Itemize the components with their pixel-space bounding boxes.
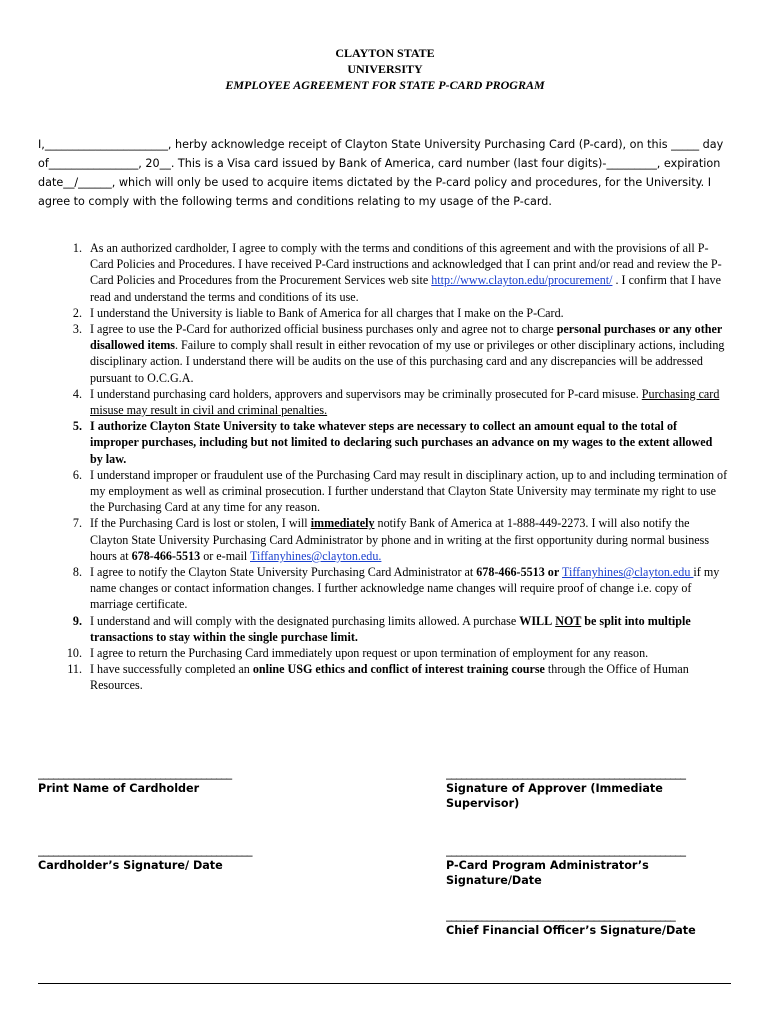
cardholder-signature-line[interactable]: __________________________________________ (38, 844, 252, 857)
term-text-part: if my name changes or contact information changes. I further acknowledge name changes will require proof of change i.e. copy of marriage certificate. (90, 565, 720, 612)
term-bold-text: online USG ethics and conflict of interest training course (252, 662, 545, 677)
term-text (90, 240, 728, 305)
approver-signature-label: Signature of Approver (Immediate Supervisor) (446, 782, 663, 810)
term-8 (38, 564, 728, 613)
term-5 (38, 418, 728, 467)
term-underlined-text: Purchasing card misuse may result in civil and criminal penalties. (90, 386, 720, 418)
term-number: 7. (72, 516, 82, 531)
term-text (90, 386, 728, 418)
term-4 (38, 386, 728, 418)
term-bold-underlined-text: immediately (310, 516, 375, 531)
terms-list (38, 240, 728, 694)
term-text-part: I have successfully completed an (90, 662, 253, 677)
term-number: 2. (72, 305, 82, 320)
term-number: 8. (72, 565, 82, 580)
term-text-part: through the Office of Human Resources. (90, 662, 689, 693)
term-text (90, 418, 728, 467)
term-bold-text: WILL (519, 613, 553, 628)
term-text: I understand the University is liable to Bank of America for all charges that I make on the P-Card. (90, 305, 564, 320)
term-9 (38, 613, 728, 645)
term-text (90, 564, 728, 613)
intro-paragraph: I,______________________, herby acknowledge receipt of Clayton State University Purchasing Card (P-card), on this _____ day of________________, 20__. This is a Visa card issued by Bank of America, card number (last four digits)-_________, expiration date__/______, which will only be used to acquire items dictated by the P-card policy and procedures, for the University. I agree to comply with the following terms and conditions relating to my usage of the P-card. (38, 138, 724, 208)
term-text-part: . Failure to comply shall result in either revocation of my use or privileges or other disciplinary actions, including disciplinary action. I understand there will be audits on the use of this purchasing card and any discrepancies will be addressed pursuant to O.C.G.A. (90, 338, 725, 385)
term-number: 3. (72, 322, 82, 337)
term-text-part: If the Purchasing Card is lost or stolen, I will (90, 516, 311, 531)
footer-divider (38, 983, 731, 984)
term-10 (38, 645, 728, 661)
print-name-line[interactable]: ______________________________________ (38, 767, 232, 780)
term-text: I agree to return the Purchasing Card immediately upon request or upon termination of employment for any reason. (90, 646, 649, 661)
term-number: 5. (72, 419, 82, 434)
university-name-line1: CLAYTON STATE (335, 46, 435, 60)
email-link[interactable]: Tiffanyhines@clayton.edu. (250, 548, 382, 563)
term-text (90, 321, 728, 386)
term-number: 11. (67, 662, 82, 677)
term-text (90, 613, 728, 645)
term-7 (38, 515, 728, 564)
term-number: 1. (72, 241, 82, 255)
cardholder-signature-label: Cardholder’s Signature/ Date (38, 859, 223, 872)
term-text-part: I understand purchasing card holders, approvers and supervisors may be criminally prosecuted for P-card misuse. (90, 386, 642, 401)
email-link[interactable]: Tiffanyhines@clayton.edu (562, 565, 694, 580)
term-bold-underlined-text: NOT (555, 613, 582, 628)
print-name-label: Print Name of Cardholder (38, 782, 200, 795)
term-3 (38, 321, 728, 386)
approver-signature-line[interactable]: _______________________________________________ (446, 767, 686, 780)
university-name-line2: UNIVERSITY (347, 62, 423, 76)
term-11 (38, 661, 728, 693)
cfo-signature-line[interactable]: _____________________________________________ (446, 909, 676, 922)
term-2 (38, 305, 728, 321)
cfo-signature-block (446, 908, 736, 938)
term-text (90, 661, 728, 693)
admin-signature-label: P-Card Program Administrator’s Signature/Date (446, 859, 649, 887)
cardholder-signature-block (38, 843, 268, 873)
term-text-part: As an authorized cardholder, I agree to comply with the terms and conditions of this agreement and with the provisions of all P-Card Policies and Procedures. I have received P-Card instructions and acknowledged that I can print and/or read and review the P-Card Policies and Procedures from the Procurement Services web site (90, 241, 722, 288)
term-number: 10. (66, 646, 82, 661)
term-bold-text: I authorize Clayton State University to take whatever steps are necessary to collect an amount equal to the total of improper purchases, including but not limited to declaring such purchases an advance on my wages to the extent allowed by law. (90, 419, 713, 466)
approver-signature-block (446, 766, 736, 811)
admin-signature-line[interactable]: _______________________________________________ (446, 844, 686, 857)
term-bold-text: be split into multiple transactions to stay within the single purchase limit. (90, 613, 691, 644)
term-number: 4. (72, 386, 82, 401)
term-text-part: I understand and will comply with the designated purchasing limits allowed. A purchase (90, 613, 520, 628)
print-name-block (38, 766, 238, 796)
procurement-link[interactable]: http://www.clayton.edu/procurement/ (431, 273, 613, 288)
term-text (90, 515, 728, 564)
phone-number: 678-466-5513 or (476, 565, 560, 580)
term-text: I understand improper or fraudulent use of the Purchasing Card may result in disciplinary action, up to and including termination of my employment as well as criminal prosecution. I further understand that Clayton State University may terminate my right to use the Purchasing Card at any time for any reason. (90, 467, 728, 515)
cfo-signature-label: Chief Financial Officer’s Signature/Date (446, 924, 696, 937)
term-text-part: . I confirm that I have read and understand the terms and conditions of its use. (90, 273, 721, 304)
term-text-part: I agree to notify the Clayton State University Purchasing Card Administrator at (90, 565, 477, 580)
term-text-part: I agree to use the P-Card for authorized official business purchases only and agree not to charge (90, 322, 557, 337)
admin-signature-block (446, 843, 736, 888)
phone-number: 678-466-5513 (131, 548, 201, 563)
term-number: 9. (72, 613, 82, 628)
term-number: 6. (72, 467, 82, 482)
term-text-part: or e-mail (200, 548, 251, 563)
term-6 (38, 467, 728, 516)
document-header (0, 45, 770, 93)
document-title: EMPLOYEE AGREEMENT FOR STATE P-CARD PROGRAM (225, 78, 545, 92)
term-1 (38, 240, 728, 305)
term-bold-text: personal purchases or any other disallowed items (90, 322, 722, 353)
term-text-part: notify Bank of America at 1-888-449-2273. I will also notify the Clayton State University Purchasing Card Administrator by phone and in writing at the first opportunity during normal business hours at (90, 516, 710, 563)
